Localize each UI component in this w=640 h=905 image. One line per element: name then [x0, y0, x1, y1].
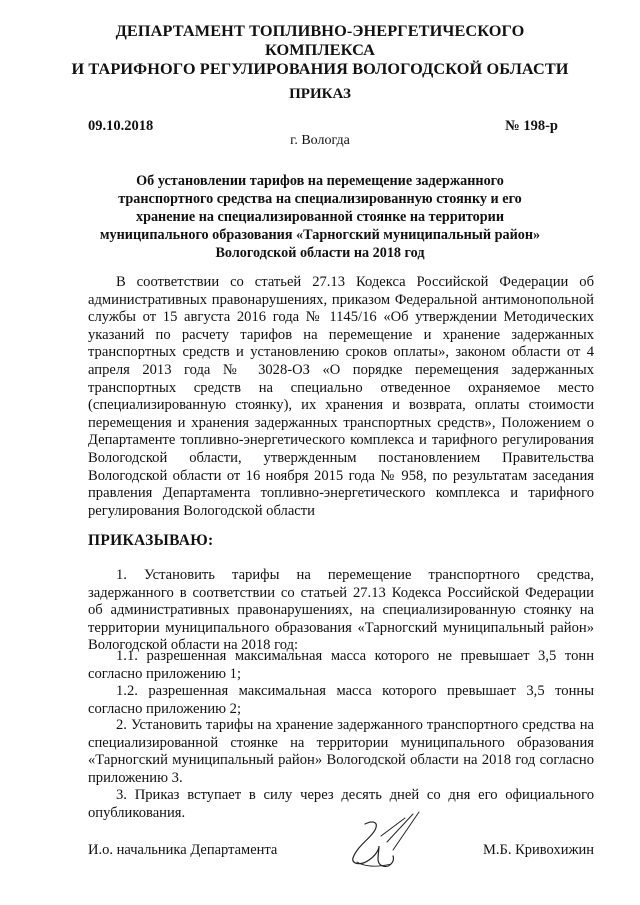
department-heading	[60, 21, 580, 78]
handwritten-signature	[335, 806, 425, 876]
order-item-1-1: 1.1. разрешенная максимальная масса которого не превышает 3,5 тонн согласно приложению 1;	[88, 648, 594, 682]
signatory-position: И.о. начальника Департамента	[88, 842, 278, 858]
department-line-2: И ТАРИФНОГО РЕГУЛИРОВАНИЯ ВОЛОГОДСКОЙ ОБЛАСТИ	[71, 59, 569, 78]
signatory-name: М.Б. Кривохижин	[483, 842, 594, 858]
ordering-word: ПРИКАЗЫВАЮ:	[88, 532, 214, 549]
document-number: № 198-р	[505, 118, 558, 134]
order-item-1: 1. Установить тарифы на перемещение транспортного средства, задержанного в соответствии со статьей 27.13 Кодекса Российской Федерации об административных правонарушениях, на специализированную стоянку на территории муниципального образования «Тарногский муниципальный район» Вологодской области на 2018 год:	[88, 567, 594, 654]
order-item-3: 3. Приказ вступает в силу через десять дней со дня его официального опубликования.	[88, 787, 594, 821]
preamble-paragraph: В соответствии со статьей 27.13 Кодекса Российской Федерации об административных правонарушениях, приказом Федеральной антимонопольной службы от 15 августа 2016 года № 1145/16 «Об утверждении Методических указаний по расчету тарифов на перемещение и хранение задержанных транспортных средств и установлению сроков оплаты», законом области от 4 апреля 2013 года № 3028-ОЗ «О порядке перемещения задержанных транспортных средств на специально отведенное охраняемое место (специализированную стоянку), их хранения и возврата, оплаты стоимости перемещения и хранения задержанных транспортных средств», Положением о Департаменте топливно-энергетического комплекса и тарифного регулирования Вологодской области, утвержденным постановлением Правительства Вологодской области от 16 ноября 2015 года № 958, по результатам заседания правления Департамента топливно-энергетического комплекса и тарифного регулирования Вологодской области	[88, 274, 594, 519]
document-subject: Об установлении тарифов на перемещение задержанного транспортного средства на специализированную стоянку и его хранение на специализированной стоянке на территории муниципального образования «Тарногский муниципальный район» Вологодской области на 2018 год	[99, 173, 541, 261]
order-item-1-2: 1.2. разрешенная максимальная масса которого превышает 3,5 тонны согласно приложению 2;	[88, 683, 594, 717]
order-item-2: 2. Установить тарифы на хранение задержанного транспортного средства на специализированной стоянке на территории муниципального образования «Тарногский муниципальный район» Вологодской области на 2018 год согласно приложению 3.	[88, 717, 594, 786]
document-city: г. Вологда	[290, 133, 350, 148]
document-date: 09.10.2018	[88, 118, 154, 134]
document-type: ПРИКАЗ	[289, 86, 351, 102]
department-line-1: ДЕПАРТАМЕНТ ТОПЛИВНО-ЭНЕРГЕТИЧЕСКОГО КОМПЛЕКСА	[115, 21, 525, 59]
